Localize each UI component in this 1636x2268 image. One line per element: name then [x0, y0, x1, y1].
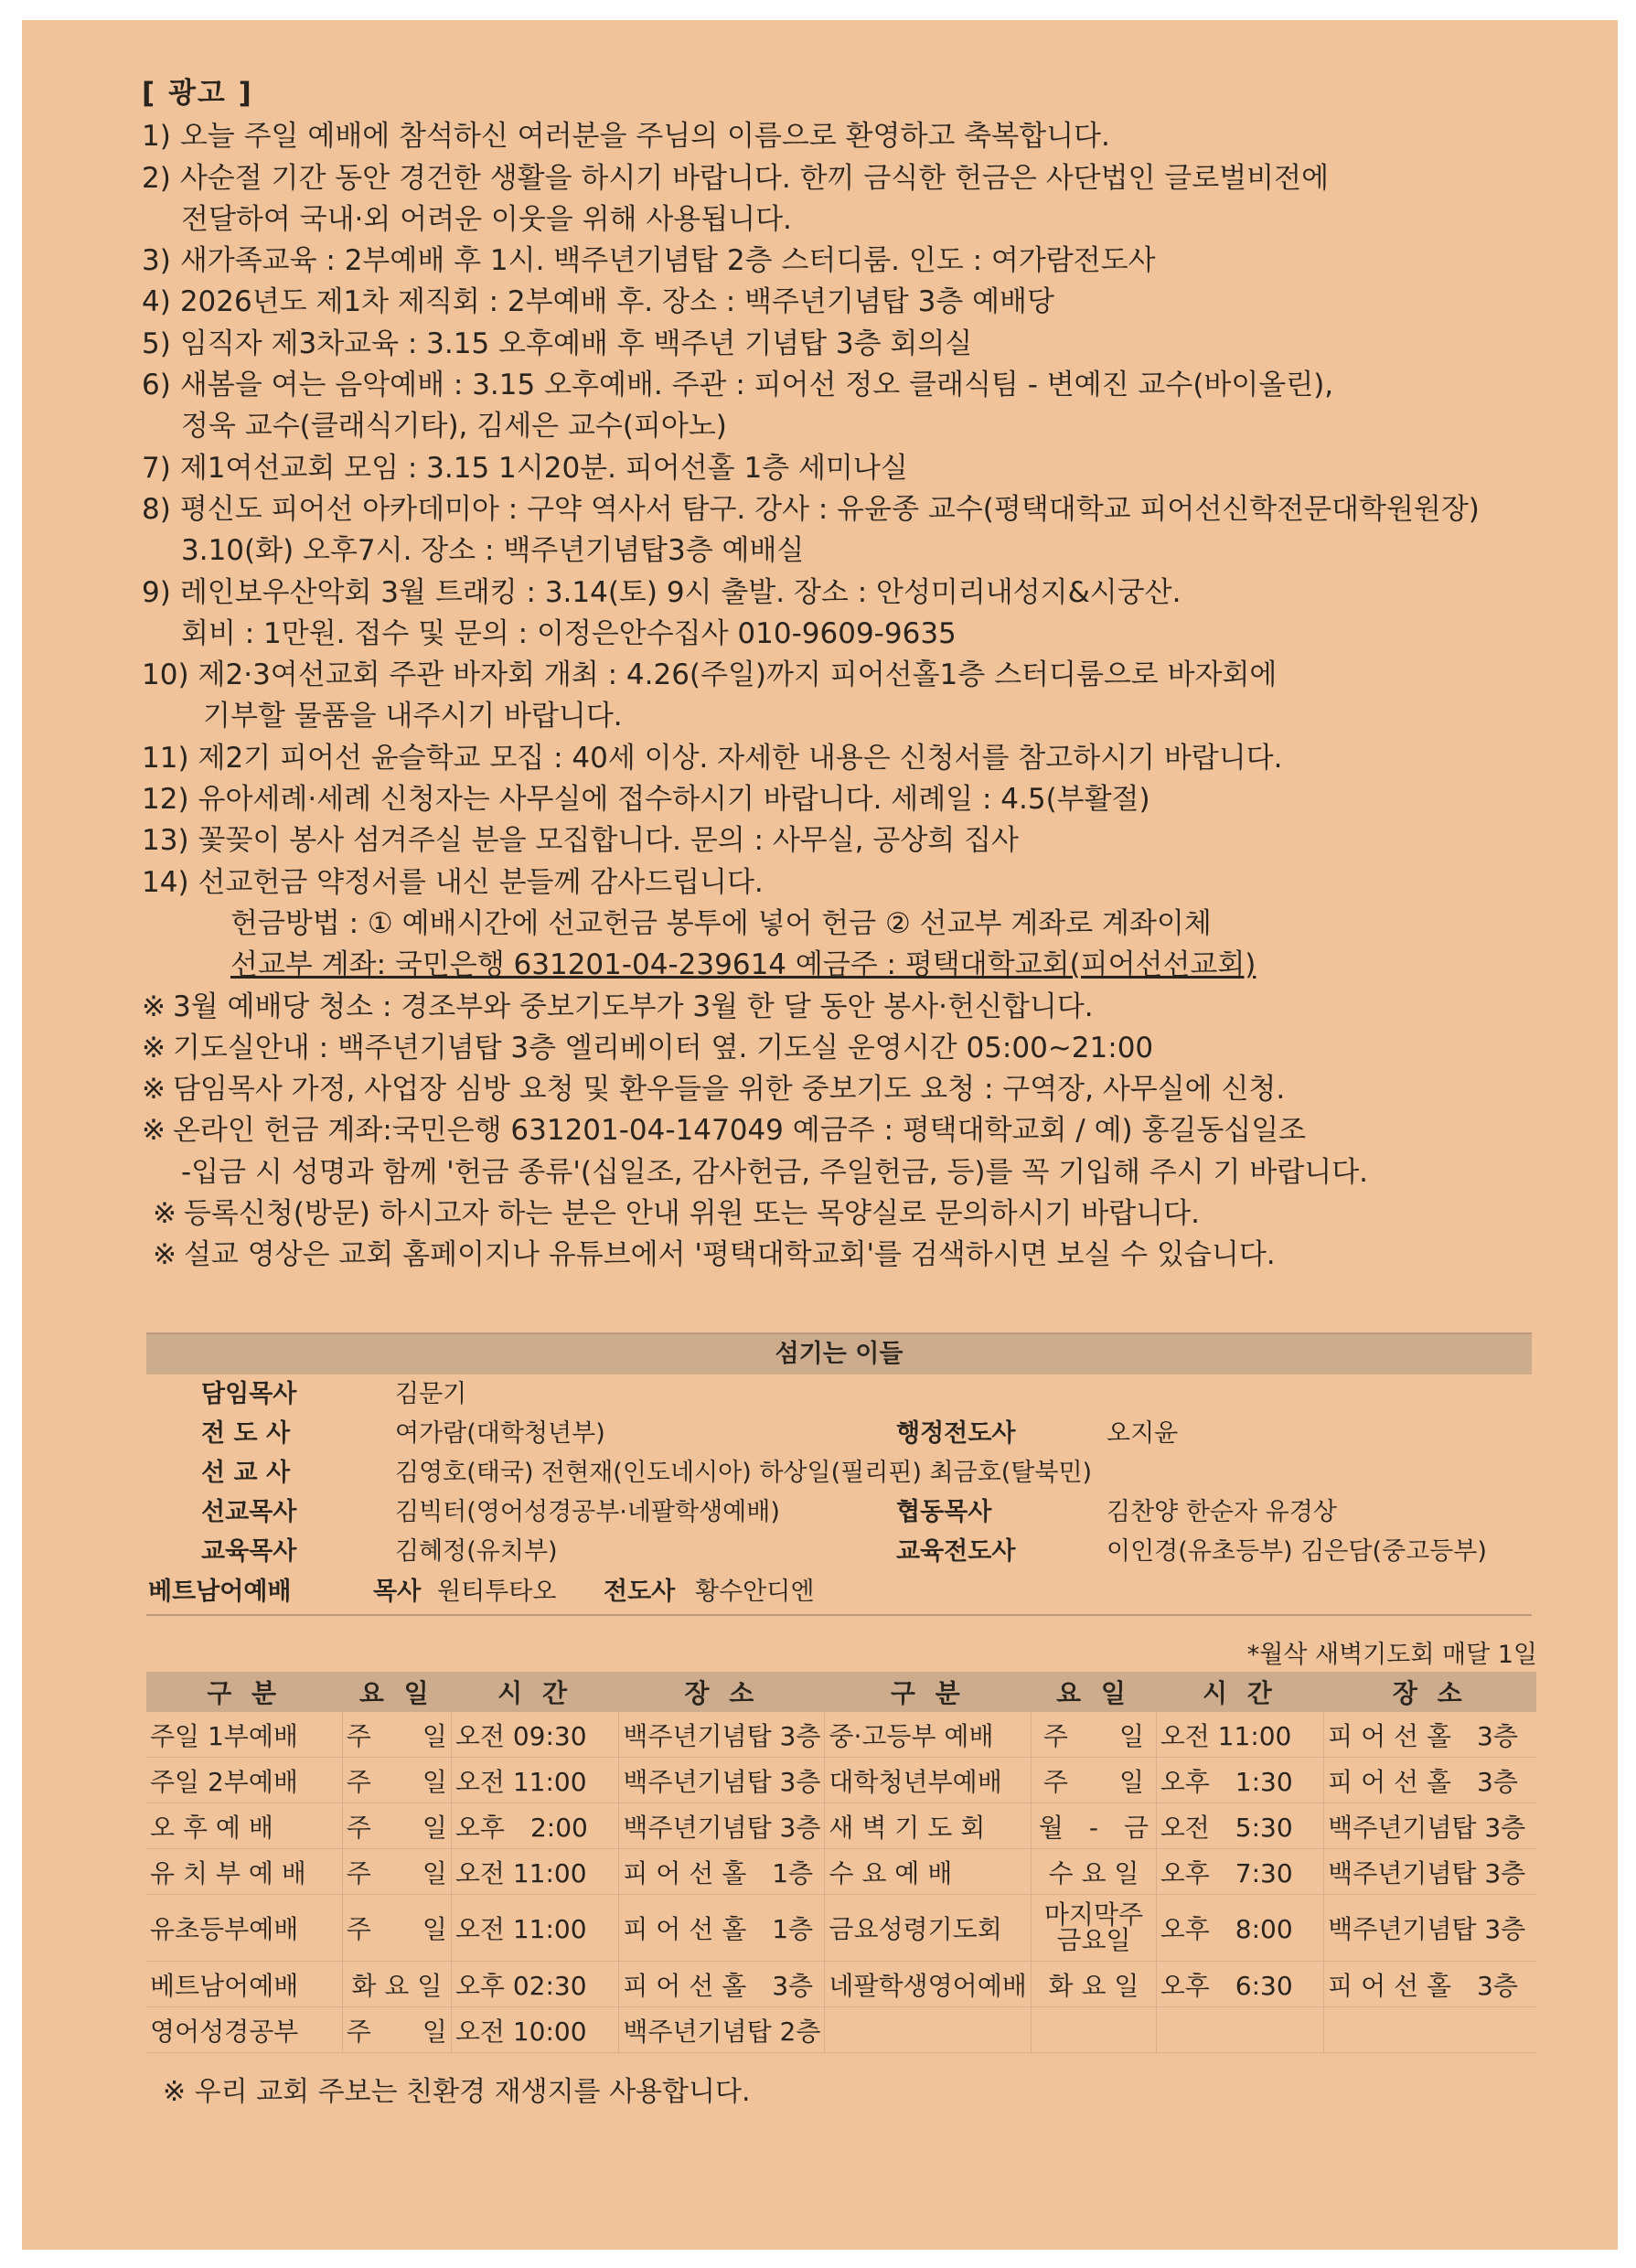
note-text: 등록신청(방문) 하시고자 하는 분은 안내 위원 또는 목양실로 문의하시기 바랍니다.: [183, 1197, 1200, 1231]
schedule-column-header: 시 간: [451, 1672, 618, 1712]
staff-role: 선교목사: [201, 1498, 297, 1526]
staff-row: [146, 1492, 1532, 1533]
announcement-item: [142, 241, 1541, 282]
item-number: 13): [142, 824, 189, 858]
note-item: [142, 987, 1541, 1028]
announcement-item: [142, 738, 1541, 779]
mission-account: 선교부 계좌: 국민은행 631201-04-239614 예금주 : 평택대학교회(피어선선교회): [230, 948, 1256, 982]
staff-row: [146, 1414, 1532, 1454]
staff-divider-bottom: [146, 1614, 1532, 1616]
table-cell: [1156, 2007, 1323, 2053]
schedule-column-header: 장 소: [619, 1672, 825, 1712]
staff-name: 황수안디엔: [695, 1578, 815, 1606]
table-cell: 오후 6:30: [1156, 1962, 1323, 2007]
note-text: 기도실안내 : 백주년기념탑 3층 엘리베이터 옆. 기도실 운영시간 05:00~21:00: [172, 1031, 1154, 1064]
staff-row: [146, 1532, 1532, 1572]
table-cell: 오전 09:30: [451, 1712, 618, 1758]
table-cell: 새 벽 기 도 회: [825, 1803, 1032, 1849]
staff-title: 섬기는 이들: [146, 1334, 1532, 1375]
table-cell: 백주년기념탑 3층: [1324, 1895, 1536, 1962]
table-row: [146, 2007, 1536, 2053]
note-item: [142, 1110, 1541, 1151]
table-cell: 네팔학생영어예배: [825, 1962, 1032, 2007]
item-text: 제1여선교회 모임 : 3.15 1시20분. 피어선홀 1층 세미나실: [179, 451, 908, 485]
table-cell: 영어성경공부: [146, 2007, 342, 2053]
item-number: 14): [142, 865, 189, 899]
item-number: 4): [142, 285, 171, 319]
item-number: 10): [142, 658, 189, 692]
item-text-continued: 3.10(화) 오후7시. 장소 : 백주년기념탑3층 예배실: [181, 534, 805, 568]
item-number: 2): [142, 161, 171, 195]
schedule-column-header: 장 소: [1324, 1672, 1536, 1712]
item-number: 11): [142, 741, 189, 775]
table-cell: 주 일: [342, 1895, 451, 1962]
table-cell: 피 어 선 홀 1층: [619, 1849, 825, 1895]
reference-mark: ※: [153, 1197, 176, 1231]
note-text: 온라인 헌금 계좌:국민은행 631201-04-147049 예금주 : 평택대학교회 / 예) 홍길동십일조: [172, 1114, 1307, 1148]
table-cell: 주 일: [342, 2007, 451, 2053]
item-text-continued: 회비 : 1만원. 접수 및 문의 : 이정은안수집사 010-9609-9635: [181, 616, 957, 650]
table-cell: 주 일: [342, 1849, 451, 1895]
table-cell: [825, 2007, 1032, 2053]
table-cell: 주 일: [342, 1712, 451, 1758]
staff-role: 전도사: [604, 1578, 676, 1606]
item-text-continued: 정욱 교수(클래식기타), 김세은 교수(피아노): [181, 410, 727, 444]
reference-mark: ※: [153, 1238, 176, 1272]
item-text: 사순절 기간 동안 경건한 생활을 하시기 바랍니다. 한끼 금식한 헌금은 사단법인 글로벌비전에: [179, 161, 1330, 195]
item-text-continued: 기부할 물품을 내주시기 바랍니다.: [203, 700, 623, 733]
table-cell: [1324, 2007, 1536, 2053]
announcement-item: [142, 282, 1541, 323]
item-text: 임직자 제3차교육 : 3.15 오후예배 후 백주년 기념탑 3층 회의실: [179, 326, 973, 360]
staff-role: 교육전도사: [896, 1537, 1016, 1566]
reference-mark: ※: [142, 1031, 166, 1064]
table-cell: 피 어 선 홀 3층: [1324, 1962, 1536, 2007]
table-cell: 월 - 금: [1032, 1803, 1156, 1849]
item-text: 새가족교육 : 2부예배 후 1시. 백주년기념탑 2층 스터디룸. 인도 : 여가람전도사: [179, 244, 1156, 278]
staff-name: 오지윤: [1107, 1419, 1179, 1448]
schedule-column-header: 구 분: [146, 1672, 342, 1712]
item-text: 평신도 피어선 아카데미아 : 구약 역사서 탐구. 강사 : 유윤종 교수(평택대학교 피어선신학전문대학원원장): [179, 492, 1480, 526]
online-note-continuation: -입금 시 성명과 함께 '헌금 종류'(십일조, 감사헌금, 주일헌금, 등)를 꼭 기입해 주시 기 바랍니다.: [181, 1155, 1368, 1189]
table-cell: 백주년기념탑 3층: [619, 1758, 825, 1803]
note-item: [142, 1235, 1541, 1276]
table-cell: 유 치 부 예 배: [146, 1849, 342, 1895]
announcement-item: [142, 158, 1541, 199]
table-cell: 피 어 선 홀 3층: [1324, 1712, 1536, 1758]
item-number: 6): [142, 369, 171, 402]
item-number: 9): [142, 575, 171, 609]
staff-row: [146, 1375, 1532, 1415]
announcement-item: [142, 655, 1541, 696]
item-number: 8): [142, 492, 171, 526]
table-cell: 오후 02:30: [451, 1962, 618, 2007]
table-cell: 베트남어예배: [146, 1962, 342, 2007]
schedule-column-header: 구 분: [825, 1672, 1032, 1712]
table-row: [146, 1803, 1536, 1849]
item-text: 선교헌금 약정서를 내신 분들께 감사드립니다.: [198, 865, 764, 899]
staff-name: 이인경(유초등부) 김은담(중고등부): [1107, 1537, 1487, 1566]
table-cell: 주 일: [1032, 1712, 1156, 1758]
staff-name: 김빅터(영어성경공부·네팔학생예배): [395, 1498, 780, 1526]
table-row: [146, 1849, 1536, 1895]
item-number: 3): [142, 244, 171, 278]
staff-role: 교육목사: [201, 1537, 297, 1566]
notes-list-2: [142, 1193, 1541, 1277]
staff-name: 여가람(대학청년부): [395, 1419, 605, 1448]
table-row: [146, 1895, 1536, 1962]
offering-method: 헌금방법 : ① 예배시간에 선교헌금 봉투에 넣어 헌금 ② 선교부 계좌로 계좌이체: [230, 906, 1212, 940]
table-cell: 주일 2부예배: [146, 1758, 342, 1803]
staff-role: 목사: [373, 1578, 422, 1606]
staff-role: 담임목사: [201, 1380, 297, 1408]
staff-role: 전 도 사: [201, 1419, 291, 1448]
note-text: 담임목사 가정, 사업장 심방 요청 및 환우들을 위한 중보기도 요청 : 구역장, 사무실에 신청.: [172, 1073, 1286, 1107]
announcement-item: [142, 365, 1541, 406]
staff-name: 김문기: [395, 1380, 467, 1408]
table-cell: 백주년기념탑 3층: [619, 1803, 825, 1849]
table-cell: 주 일: [342, 1803, 451, 1849]
item-text: 레인보우산악회 3월 트래킹 : 3.14(토) 9시 출발. 장소 : 안성미리내성지&시궁산.: [179, 575, 1182, 609]
table-cell: 오전 10:00: [451, 2007, 618, 2053]
table-cell: 주 일: [1032, 1758, 1156, 1803]
notes-list: [142, 987, 1541, 1152]
table-row: [146, 1758, 1536, 1803]
note-text: 3월 예배당 청소 : 경조부와 중보기도부가 3월 한 달 동안 봉사·헌신합니다.: [172, 990, 1094, 1023]
reference-mark: ※: [142, 1073, 166, 1107]
announcement-item: [142, 862, 1541, 904]
announcement-item: [142, 820, 1541, 861]
footer-note: ※ 우리 교회 주보는 친환경 재생지를 사용합니다.: [163, 2076, 751, 2108]
schedule-column-header: 요 일: [1032, 1672, 1156, 1712]
table-cell: [1032, 2007, 1156, 2053]
staff-role: 행정전도사: [896, 1419, 1016, 1448]
item-number: 1): [142, 120, 171, 154]
announcement-list: [142, 116, 1541, 904]
announcement-item: [142, 572, 1541, 614]
note-item: [142, 1069, 1541, 1110]
table-cell: 중·고등부 예배: [825, 1712, 1032, 1758]
item-number: 5): [142, 326, 171, 360]
staff-role: 베트남어예배: [148, 1578, 292, 1606]
table-cell: 주 일: [342, 1758, 451, 1803]
note-text: 설교 영상은 교회 홈페이지나 유튜브에서 '평택대학교회'를 검색하시면 보실 수 있습니다.: [183, 1238, 1276, 1272]
announcements-title: [ 광고 ]: [142, 77, 253, 110]
staff-name: 김영호(태국) 전현재(인도네시아) 하상일(필리핀) 최금호(탈북민): [395, 1459, 1093, 1487]
table-cell: 백주년기념탑 3층: [619, 1712, 825, 1758]
table-cell: 수 요 예 배: [825, 1849, 1032, 1895]
item-number: 7): [142, 451, 171, 485]
item-text: 오늘 주일 예배에 참석하신 여러분을 주님의 이름으로 환영하고 축복합니다.: [179, 120, 1110, 154]
schedule-note: *월삭 새벽기도회 매달 1일: [1246, 1641, 1537, 1669]
table-cell: 피 어 선 홀 3층: [1324, 1758, 1536, 1803]
table-cell: 오전 11:00: [451, 1758, 618, 1803]
staff-row: [146, 1453, 1532, 1493]
staff-row-vietnam: [146, 1572, 1532, 1612]
table-cell: 오 후 예 배: [146, 1803, 342, 1849]
table-cell: 피 어 선 홀 1층: [619, 1895, 825, 1962]
announcement-item: [142, 448, 1541, 489]
table-cell: 주일 1부예배: [146, 1712, 342, 1758]
staff-role: 선 교 사: [201, 1459, 291, 1487]
item-number: 12): [142, 783, 189, 817]
table-cell: 마지막주 금요일: [1032, 1895, 1156, 1962]
schedule-column-header: 요 일: [342, 1672, 451, 1712]
table-cell: 백주년기념탑 3층: [1324, 1803, 1536, 1849]
note-item: [142, 1028, 1541, 1069]
table-cell: 수 요 일: [1032, 1849, 1156, 1895]
table-cell: 오후 2:00: [451, 1803, 618, 1849]
table-row: [146, 1712, 1536, 1758]
announcement-item: [142, 779, 1541, 820]
announcement-item: [142, 116, 1541, 157]
table-cell: 오후 8:00: [1156, 1895, 1323, 1962]
table-cell: 백주년기념탑 3층: [1324, 1849, 1536, 1895]
announcement-item: [142, 324, 1541, 365]
schedule-column-header: 시 간: [1156, 1672, 1323, 1712]
schedule-header-row: [146, 1672, 1536, 1712]
table-cell: 유초등부예배: [146, 1895, 342, 1962]
item-text: 유아세례·세례 신청자는 사무실에 접수하시기 바랍니다. 세례일 : 4.5(부활절): [198, 783, 1150, 817]
staff-name: 원티투타오: [437, 1578, 557, 1606]
table-cell: 화 요 일: [342, 1962, 451, 2007]
worship-schedule-table: [146, 1672, 1536, 2053]
item-text: 꽃꽂이 봉사 섬겨주실 분을 모집합니다. 문의 : 사무실, 공상희 집사: [198, 824, 1019, 858]
table-cell: 오전 11:00: [1156, 1712, 1323, 1758]
table-cell: 화 요 일: [1032, 1962, 1156, 2007]
staff-name: 김혜정(유치부): [395, 1537, 558, 1566]
table-cell: 오전 11:00: [451, 1849, 618, 1895]
table-cell: 금요성령기도회: [825, 1895, 1032, 1962]
table-cell: 오전 5:30: [1156, 1803, 1323, 1849]
item-text: 2026년도 제1차 제직회 : 2부예배 후. 장소 : 백주년기념탑 3층 예배당: [179, 285, 1054, 319]
item-text-continued: 전달하여 국내·외 어려운 이웃을 위해 사용됩니다.: [181, 202, 792, 236]
reference-mark: ※: [142, 990, 166, 1023]
table-cell: 오후 7:30: [1156, 1849, 1323, 1895]
item-text: 제2·3여선교회 주관 바자회 개최 : 4.26(주일)까지 피어선홀1층 스터디룸으로 바자회에: [198, 658, 1278, 692]
table-cell: 대학청년부예배: [825, 1758, 1032, 1803]
reference-mark: ※: [142, 1114, 166, 1148]
item-text: 새봄을 여는 음악예배 : 3.15 오후예배. 주관 : 피어선 정오 클래식팀 - 변예진 교수(바이올린),: [179, 369, 1334, 402]
table-cell: 오후 1:30: [1156, 1758, 1323, 1803]
table-cell: 오전 11:00: [451, 1895, 618, 1962]
announcement-item: [142, 489, 1541, 530]
note-item: [142, 1193, 1541, 1235]
staff-role: 협동목사: [896, 1498, 992, 1526]
staff-name: 김찬양 한순자 유경상: [1107, 1498, 1337, 1526]
table-cell: 백주년기념탑 2층: [619, 2007, 825, 2053]
table-row: [146, 1962, 1536, 2007]
table-cell: 피 어 선 홀 3층: [619, 1962, 825, 2007]
item-text: 제2기 피어선 윤슬학교 모집 : 40세 이상. 자세한 내용은 신청서를 참고하시기 바랍니다.: [198, 741, 1283, 775]
announcements-section: [142, 73, 1541, 1277]
